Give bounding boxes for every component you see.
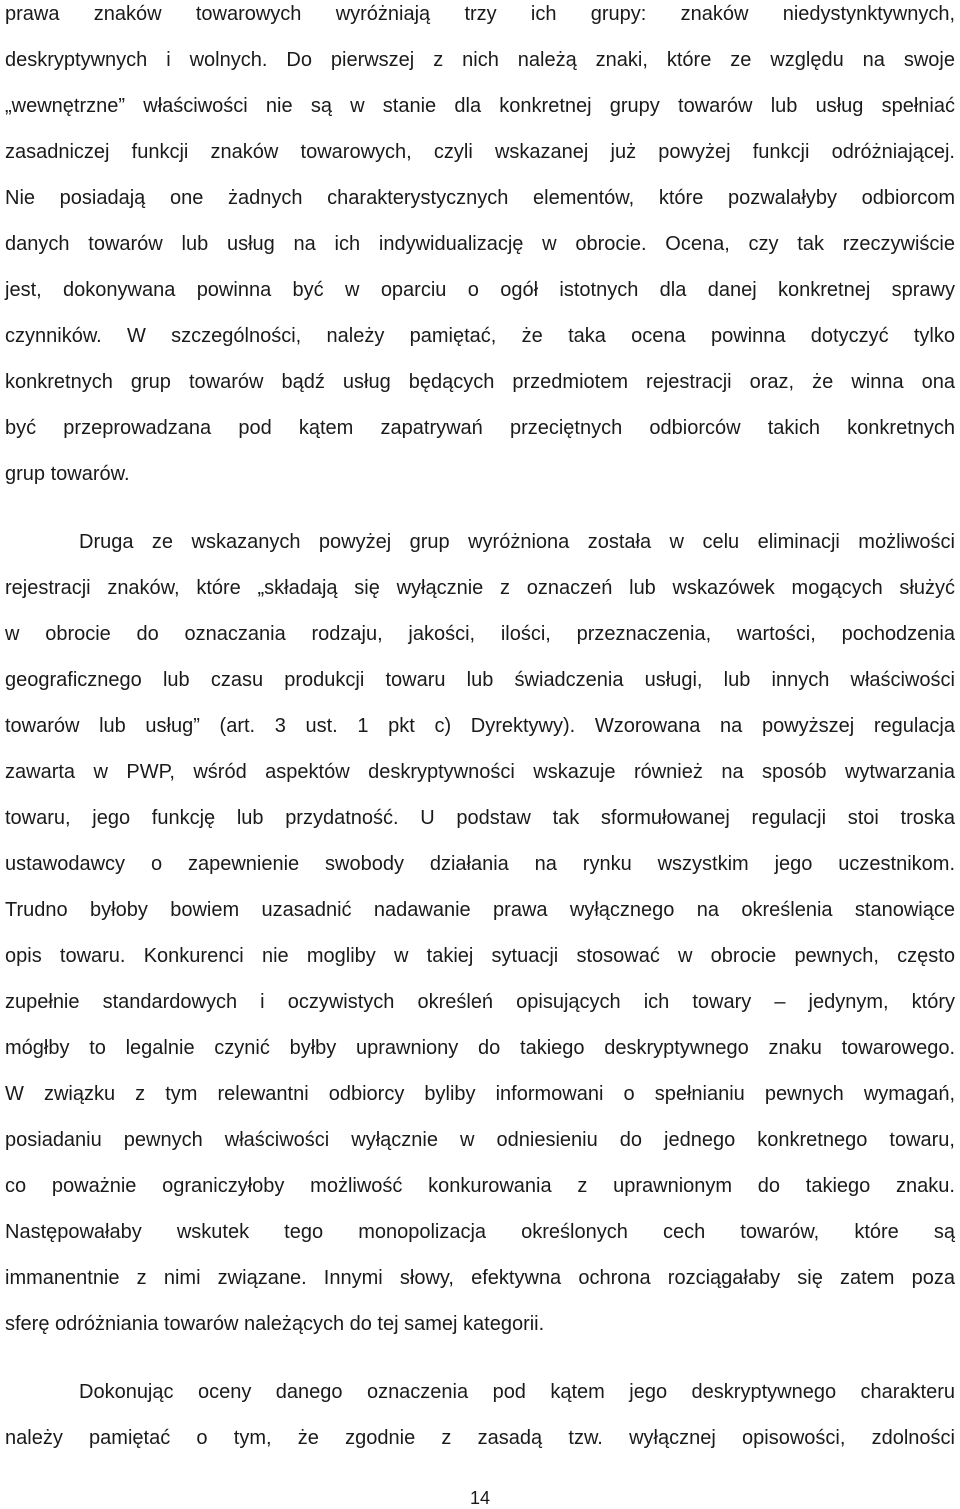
- page-number: 14: [469, 1488, 491, 1508]
- text-line: zawarta w PWP, wśród aspektów deskryptywności wskazuje również na sposób wytwarzania: [5, 761, 955, 783]
- text-line: rejestracji znaków, które „składają się wyłącznie z oznaczeń lub wskazówek mogących służyć: [5, 577, 955, 599]
- text-line: sferę odróżniania towarów należących do tej samej kategorii.: [5, 1313, 545, 1335]
- text-line: danych towarów lub usług na ich indywidualizację w obrocie. Ocena, czy tak rzeczywiście: [5, 233, 955, 255]
- text-line: zasadniczej funkcji znaków towarowych, czyli wskazanej już powyżej funkcji odróżniającej.: [5, 141, 955, 163]
- text-line: opis towaru. Konkurenci nie mogliby w takiej sytuacji stosować w obrocie pewnych, często: [5, 945, 955, 967]
- text-line: Trudno byłoby bowiem uzasadnić nadawanie prawa wyłącznego na określenia stanowiące: [5, 899, 955, 921]
- text-line: mógłby to legalnie czynić byłby uprawniony do takiego deskryptywnego znaku towarowego.: [5, 1037, 955, 1059]
- text-line: prawa znaków towarowych wyróżniają trzy ich grupy: znaków niedystynktywnych,: [5, 3, 955, 25]
- text-line: jest, dokonywana powinna być w oparciu o ogół istotnych dla danej konkretnej sprawy: [5, 279, 955, 301]
- text-line: W związku z tym relewantni odbiorcy byliby informowani o spełnianiu pewnych wymagań,: [5, 1083, 955, 1105]
- text-line: immanentnie z nimi związane. Innymi słowy, efektywna ochrona rozciągałaby się zatem poza: [5, 1267, 955, 1289]
- text-line: geograficznego lub czasu produkcji towaru lub świadczenia usługi, lub innych właściwości: [5, 669, 955, 691]
- text-line: co poważnie ograniczyłoby możliwość konkurowania z uprawnionym do takiego znaku.: [5, 1175, 955, 1197]
- text-line: Druga ze wskazanych powyżej grup wyróżniona została w celu eliminacji możliwości: [79, 531, 955, 553]
- text-line: Następowałaby wskutek tego monopolizacja określonych cech towarów, które są: [5, 1221, 955, 1243]
- text-line: być przeprowadzana pod kątem zapatrywań przeciętnych odbiorców takich konkretnych: [5, 417, 955, 439]
- text-line: zupełnie standardowych i oczywistych określeń opisujących ich towary – jedynym, który: [5, 991, 955, 1013]
- text-line: deskryptywnych i wolnych. Do pierwszej z nich należą znaki, które ze względu na swoje: [5, 49, 955, 71]
- text-line: towaru, jego funkcję lub przydatność. U podstaw tak sformułowanej regulacji stoi troska: [5, 807, 955, 829]
- text-line: grup towarów.: [5, 463, 130, 485]
- text-line: w obrocie do oznaczania rodzaju, jakości, ilości, przeznaczenia, wartości, pochodzenia: [5, 623, 955, 645]
- text-line: konkretnych grup towarów bądź usług będących przedmiotem rejestracji oraz, że winna ona: [5, 371, 955, 393]
- text-line: towarów lub usług” (art. 3 ust. 1 pkt c) Dyrektywy). Wzorowana na powyższej regulacja: [5, 715, 955, 737]
- text-line: należy pamiętać o tym, że zgodnie z zasadą tzw. wyłącznej opisowości, zdolności: [5, 1427, 955, 1449]
- text-line: czynników. W szczególności, należy pamiętać, że taka ocena powinna dotyczyć tylko: [5, 325, 955, 347]
- text-line: ustawodawcy o zapewnienie swobody działania na rynku wszystkim jego uczestnikom.: [5, 853, 955, 875]
- text-line: „wewnętrzne” właściwości nie są w stanie dla konkretnej grupy towarów lub usług spełniać: [5, 95, 955, 117]
- text-line: Nie posiadają one żadnych charakterystycznych elementów, które pozwalałyby odbiorcom: [5, 187, 955, 209]
- text-line: posiadaniu pewnych właściwości wyłącznie w odniesieniu do jednego konkretnego towaru,: [5, 1129, 955, 1151]
- text-line: Dokonując oceny danego oznaczenia pod kątem jego deskryptywnego charakteru: [79, 1381, 955, 1403]
